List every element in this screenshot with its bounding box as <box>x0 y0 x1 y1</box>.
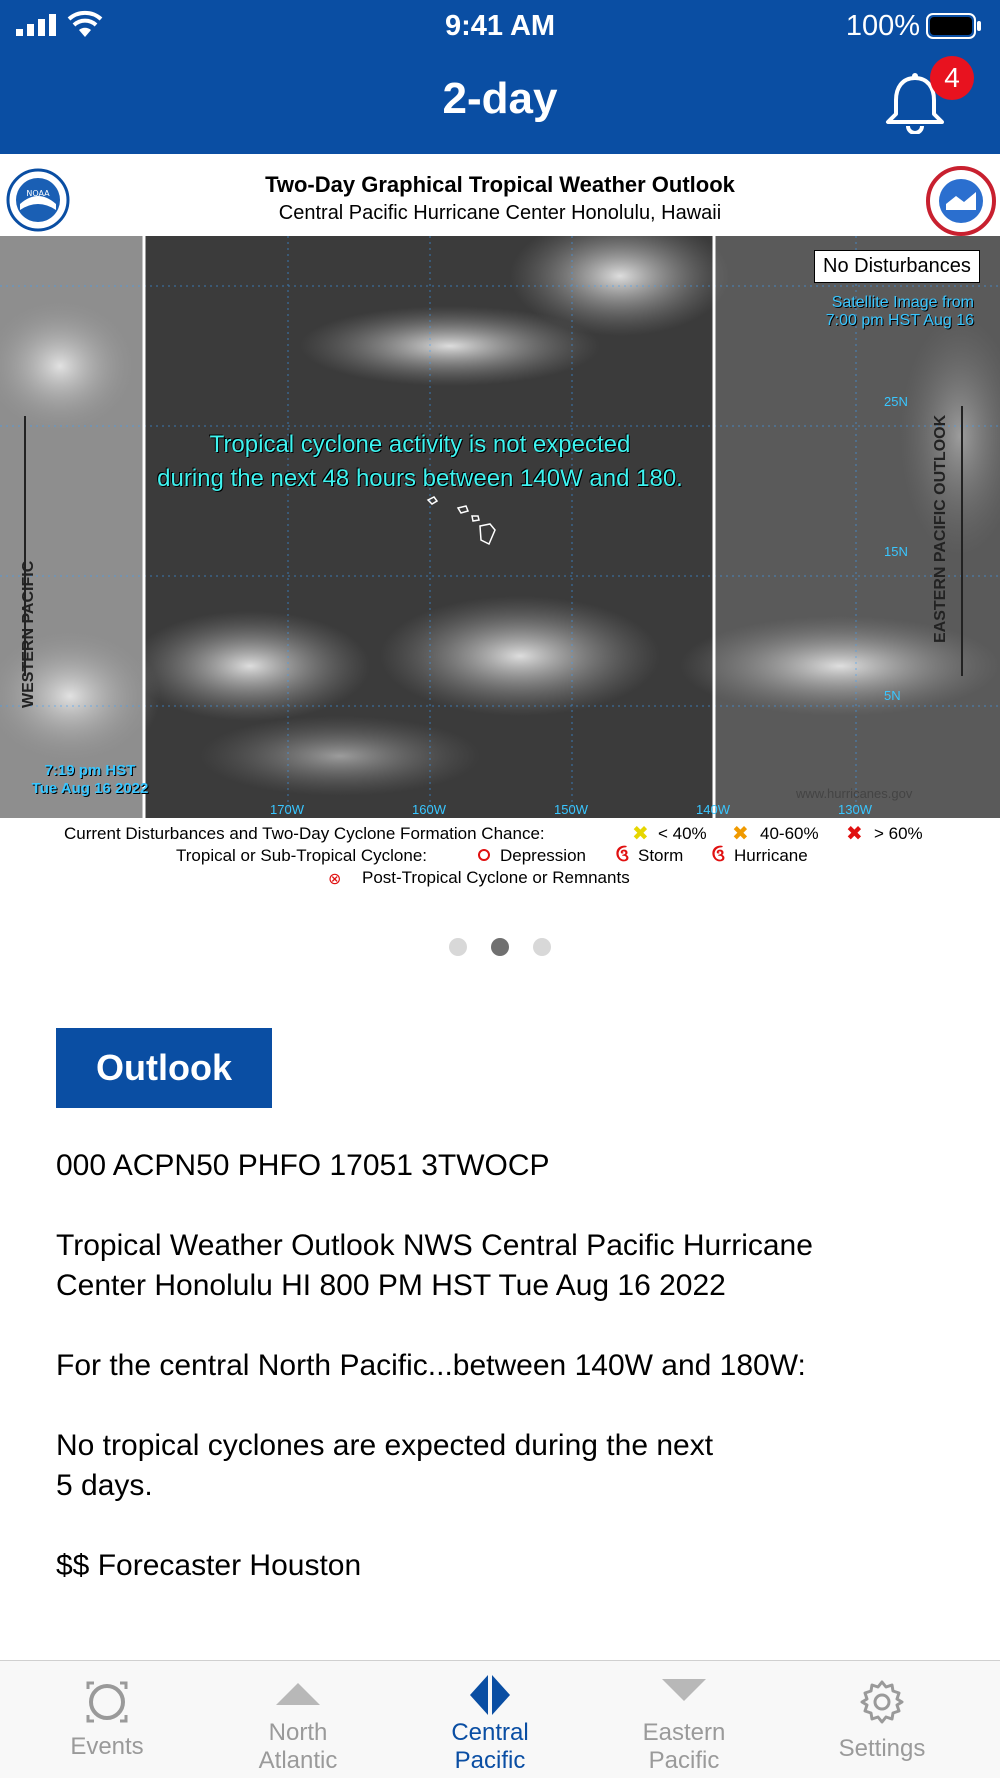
latitude-label: 25N <box>884 394 908 409</box>
outlook-forecaster: $$ Forecaster Houston <box>56 1549 362 1582</box>
tab-eastern-pacific-line1: Eastern <box>642 1719 726 1746</box>
image-timestamp <box>20 762 160 798</box>
satellite-note <box>826 294 974 330</box>
legend-high: > 60% <box>874 824 923 843</box>
arrow-down-icon <box>662 1679 706 1703</box>
outlook-issuer-line1: Tropical Weather Outlook NWS Central Pacific Hurricane <box>56 1229 813 1262</box>
mid-chance-icon: ✖ <box>732 823 749 845</box>
tab-settings[interactable] <box>784 1661 980 1778</box>
page-indicator[interactable] <box>0 938 1000 958</box>
longitude-label: 130W <box>838 802 872 817</box>
low-chance-icon: ✖ <box>632 823 649 845</box>
longitude-label: 170W <box>270 802 304 817</box>
longitude-label: 160W <box>412 802 446 817</box>
outlook-forecast <box>56 1426 956 1506</box>
high-chance-icon: ✖ <box>846 823 863 845</box>
page-dot-active[interactable] <box>491 938 509 956</box>
satellite-note-line1: Satellite Image from <box>831 294 974 311</box>
events-icon <box>84 1679 130 1725</box>
tab-eastern-pacific-label <box>584 1719 784 1775</box>
tab-eastern-pacific[interactable] <box>584 1661 784 1778</box>
eastern-pacific-label: EASTERN PACIFIC OUTLOOK <box>932 414 949 644</box>
tab-events[interactable] <box>14 1661 200 1778</box>
outlook-button[interactable]: Outlook <box>56 1028 272 1108</box>
tab-central-pacific-label <box>396 1719 584 1775</box>
outlook-issuer-line2: Center Honolulu HI 800 PM HST Tue Aug 16 2022 <box>56 1269 726 1302</box>
svg-text:NOAA: NOAA <box>26 189 50 198</box>
post-tropical-icon: ⊗ <box>328 871 342 888</box>
depression-icon <box>478 849 490 861</box>
outlook-forecast-line1: No tropical cyclones are expected during the next <box>56 1429 714 1462</box>
tab-eastern-pacific-line2: Pacific <box>648 1747 720 1774</box>
storm-icon: ઉ <box>616 846 629 865</box>
tab-central-pacific[interactable] <box>396 1661 584 1778</box>
legend-chance-label: Current Disturbances and Two-Day Cyclone Formation Chance: <box>64 824 545 843</box>
tab-bar <box>0 1660 1000 1778</box>
nws-logo-icon <box>926 166 996 236</box>
legend-hurricane: Hurricane <box>734 846 808 865</box>
outlook-forecast-line2: 5 days. <box>56 1469 153 1502</box>
status-time: 9:41 AM <box>444 10 556 42</box>
tab-central-pacific-line1: Central <box>451 1719 529 1746</box>
legend-cyclone-label: Tropical or Sub-Tropical Cyclone: <box>176 846 427 865</box>
timestamp-line2: Tue Aug 16 2022 <box>31 780 149 797</box>
map-subtitle: Central Pacific Hurricane Center Honolulu, Hawaii <box>278 202 722 224</box>
outlook-region: For the central North Pacific...between 140W and 180W: <box>56 1349 806 1382</box>
hurricane-icon: ઉ <box>712 846 725 865</box>
cyclone-message-line2: during the next 48 hours between 140W and 180. <box>157 465 683 492</box>
page-title: 2-day <box>442 74 558 123</box>
tab-north-atlantic-label <box>200 1719 396 1775</box>
legend-low: < 40% <box>658 824 707 843</box>
longitude-label: 150W <box>554 802 588 817</box>
tab-events-label: Events <box>70 1733 144 1760</box>
legend-mid: 40-60% <box>760 824 819 843</box>
latitude-label: 5N <box>884 688 901 703</box>
cyclone-message-line1: Tropical cyclone activity is not expected <box>209 431 631 458</box>
no-disturbances-label: No Disturbances <box>814 250 980 283</box>
outlook-map-image[interactable] <box>0 154 1000 894</box>
tab-north-atlantic[interactable] <box>200 1661 396 1778</box>
outlook-issuer <box>56 1226 956 1306</box>
map-title: Two-Day Graphical Tropical Weather Outlook <box>265 172 735 197</box>
legend-post-tropical: Post-Tropical Cyclone or Remnants <box>362 868 630 887</box>
legend-storm: Storm <box>638 846 684 865</box>
gear-icon <box>859 1679 905 1725</box>
tab-central-pacific-line2: Pacific <box>454 1747 526 1774</box>
longitude-label: 140W <box>696 802 730 817</box>
tab-settings-label: Settings <box>838 1735 926 1762</box>
tab-north-atlantic-line1: North <box>268 1719 328 1746</box>
battery-icon <box>926 13 982 39</box>
legend-depression: Depression <box>500 846 586 865</box>
status-bar <box>0 0 1000 52</box>
western-pacific-label: WESTERN PACIFIC <box>20 560 37 708</box>
outlook-header-code: 000 ACPN50 PHFO 17051 3TWOCP <box>56 1149 550 1182</box>
page-dot[interactable] <box>533 938 551 956</box>
satellite-note-line2: 7:00 pm HST Aug 16 <box>825 312 974 329</box>
timestamp-line1: 7:19 pm HST <box>44 762 136 779</box>
cyclone-message <box>120 428 720 496</box>
arrow-up-icon <box>276 1681 320 1705</box>
website-label: www.hurricanes.gov <box>796 786 913 801</box>
tab-north-atlantic-line2: Atlantic <box>258 1747 338 1774</box>
top-bar <box>0 0 1000 154</box>
central-pacific-icon <box>468 1675 512 1715</box>
battery-percent: 100% <box>845 10 920 42</box>
page-dot[interactable] <box>449 938 467 956</box>
latitude-label: 15N <box>884 544 908 559</box>
notification-badge[interactable]: 4 <box>930 56 974 100</box>
